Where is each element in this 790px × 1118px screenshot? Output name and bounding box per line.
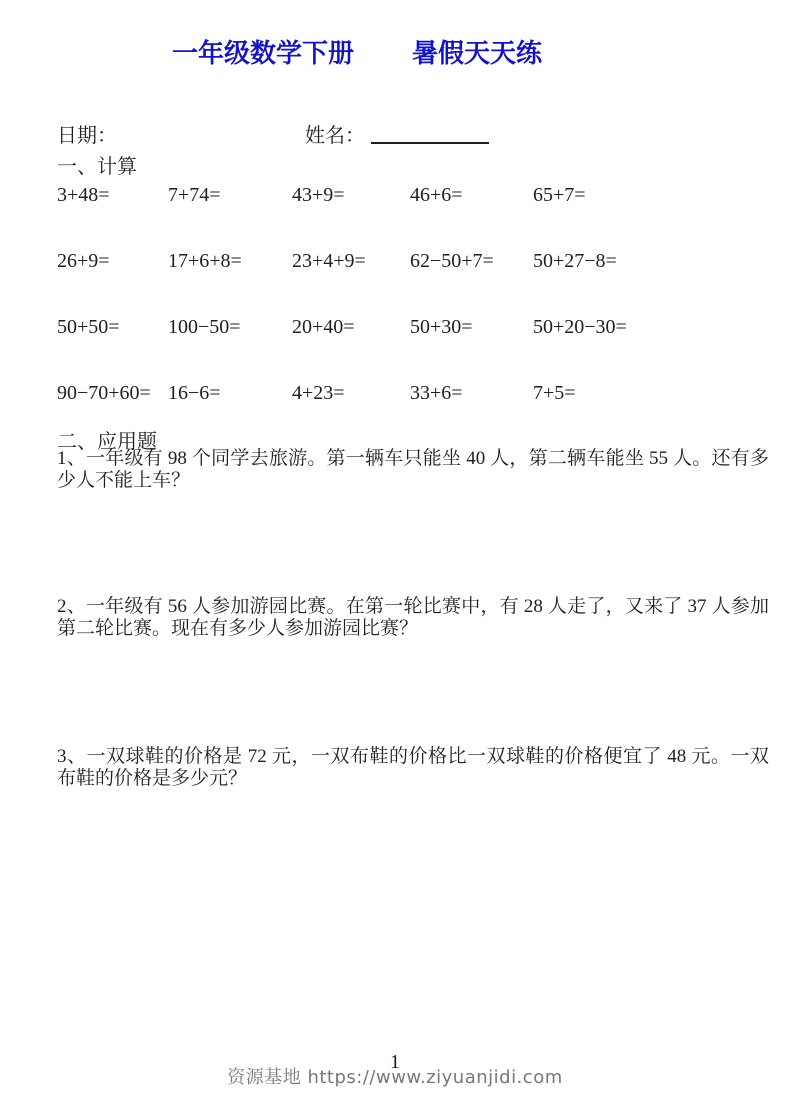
title-series: 暑假天天练 <box>412 38 543 68</box>
title-book: 一年级数学下册 <box>172 38 355 68</box>
calc-problem: 7+74= <box>168 184 221 206</box>
calc-problem: 43+9= <box>292 184 345 206</box>
calc-problem: 50+20−30= <box>533 316 627 338</box>
calc-problem: 3+48= <box>57 184 110 206</box>
name-label: 姓名： <box>305 125 365 147</box>
calc-problem: 33+6= <box>410 382 463 404</box>
calc-problem: 46+6= <box>410 184 463 206</box>
date-label: 日期： <box>57 125 117 147</box>
word-problem-3: 3、一双球鞋的价格是 72 元，一双布鞋的价格比一双球鞋的价格便宜了 48 元。一双布鞋的价格是多少元？ <box>57 746 769 789</box>
calc-problem: 50+50= <box>57 316 120 338</box>
calc-problem: 7+5= <box>533 382 576 404</box>
word-problem-2: 2、一年级有 56 人参加游园比赛。在第一轮比赛中，有 28 人走了，又来了 37 人参加第二轮比赛。现在有多少人参加游园比赛？ <box>57 596 769 639</box>
calc-problem: 17+6+8= <box>168 250 242 272</box>
calc-problem: 20+40= <box>292 316 355 338</box>
section-heading-word-problems: 二、应用题 <box>57 431 157 453</box>
calc-problem: 50+30= <box>410 316 473 338</box>
calc-problem: 26+9= <box>57 250 110 272</box>
footer-watermark: 资源基地 https://www.ziyuanjidi.com <box>227 1067 563 1088</box>
calc-problem: 62−50+7= <box>410 250 494 272</box>
calc-problem: 100−50= <box>168 316 241 338</box>
page-number: 1 <box>390 1051 400 1073</box>
calc-problem: 23+4+9= <box>292 250 366 272</box>
meta-row <box>57 119 757 145</box>
page-title <box>172 33 542 70</box>
calc-problem: 16−6= <box>168 382 221 404</box>
section-heading-calculation: 一、计算 <box>57 156 137 178</box>
name-group <box>305 119 489 148</box>
calc-problem: 90−70+60= <box>57 382 151 404</box>
name-blank-underline <box>371 122 489 144</box>
word-problem-1: 1、一年级有 98 个同学去旅游。第一辆车只能坐 40 人，第二辆车能坐 55 人。还有多少人不能上车？ <box>57 448 769 491</box>
calc-problem: 4+23= <box>292 382 345 404</box>
calc-problem: 65+7= <box>533 184 586 206</box>
calc-problem: 50+27−8= <box>533 250 617 272</box>
calculation-grid <box>57 184 627 448</box>
